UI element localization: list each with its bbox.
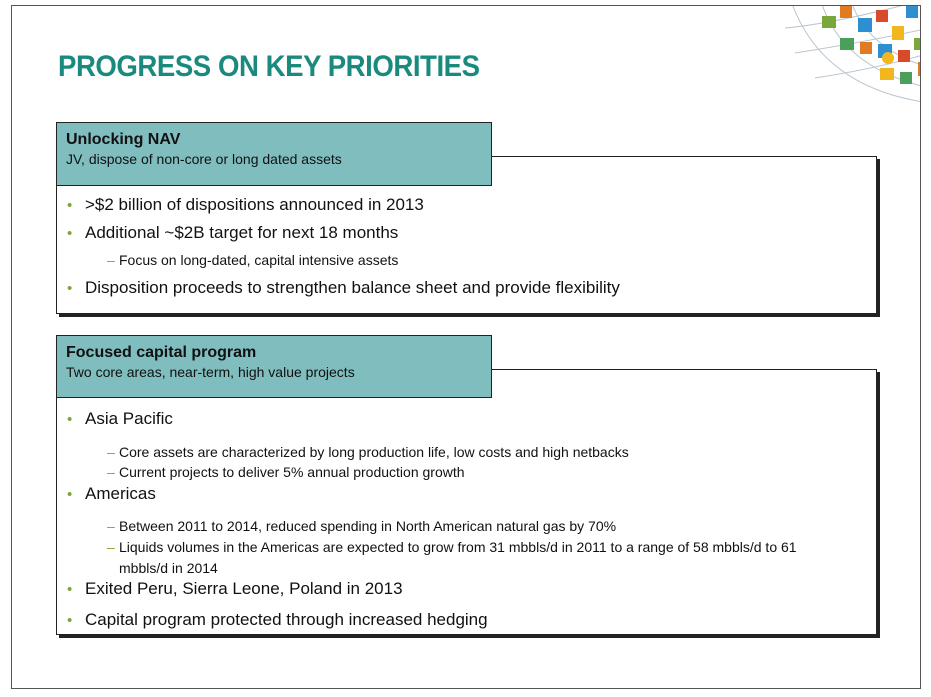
globe-mosaic-icon <box>780 5 921 108</box>
list-item: • Additional ~$2B target for next 18 months <box>67 223 399 242</box>
dash-icon: – <box>107 539 115 555</box>
section-subheading: JV, dispose of non-core or long dated assets <box>66 151 342 167</box>
section-heading: Focused capital program <box>66 344 257 361</box>
bullet-icon: • <box>67 486 73 503</box>
sub-list-item: – Core assets are characterized by long production life, low costs and high netbacks <box>119 442 629 463</box>
sub-list-item: – Liquids volumes in the Americas are expected to grow from 31 mbbls/d in 2011 to a range of 58 mbbls/d to 61 mbbls/d in 2014 <box>107 539 797 576</box>
section-subheading: Two core areas, near-term, high value projects <box>66 364 355 380</box>
dash-icon: – <box>107 464 115 480</box>
bullet-icon: • <box>67 197 73 214</box>
list-item: • Exited Peru, Sierra Leone, Poland in 2013 <box>67 579 403 598</box>
dash-icon: – <box>107 252 115 268</box>
bullet-icon: • <box>67 280 73 297</box>
bullet-icon: • <box>67 225 73 242</box>
section-heading: Unlocking NAV <box>66 131 181 148</box>
dash-icon: – <box>107 444 115 460</box>
list-item: • >$2 billion of dispositions announced in 2013 <box>67 195 424 214</box>
sub-list-item: – Between 2011 to 2014, reduced spending in North American natural gas by 70% <box>119 516 616 537</box>
bullet-icon: • <box>67 411 73 428</box>
bullet-icon: • <box>67 612 73 629</box>
sub-list-item: – Current projects to deliver 5% annual production growth <box>119 462 465 483</box>
list-item: • Capital program protected through increased hedging <box>67 610 488 629</box>
capital-program-header <box>56 335 492 398</box>
list-item: • Americas <box>67 484 156 503</box>
slide <box>11 5 921 689</box>
page-title: PROGRESS ON KEY PRIORITIES <box>58 50 480 83</box>
bullet-icon: • <box>67 581 73 598</box>
list-item: • Disposition proceeds to strengthen balance sheet and provide flexibility <box>67 278 620 297</box>
capital-program-panel <box>56 369 877 635</box>
sub-list-item: – Focus on long-dated, capital intensive assets <box>119 250 398 271</box>
unlocking-nav-header <box>56 122 492 186</box>
dash-icon: – <box>107 518 115 534</box>
list-item: • Asia Pacific <box>67 409 173 428</box>
